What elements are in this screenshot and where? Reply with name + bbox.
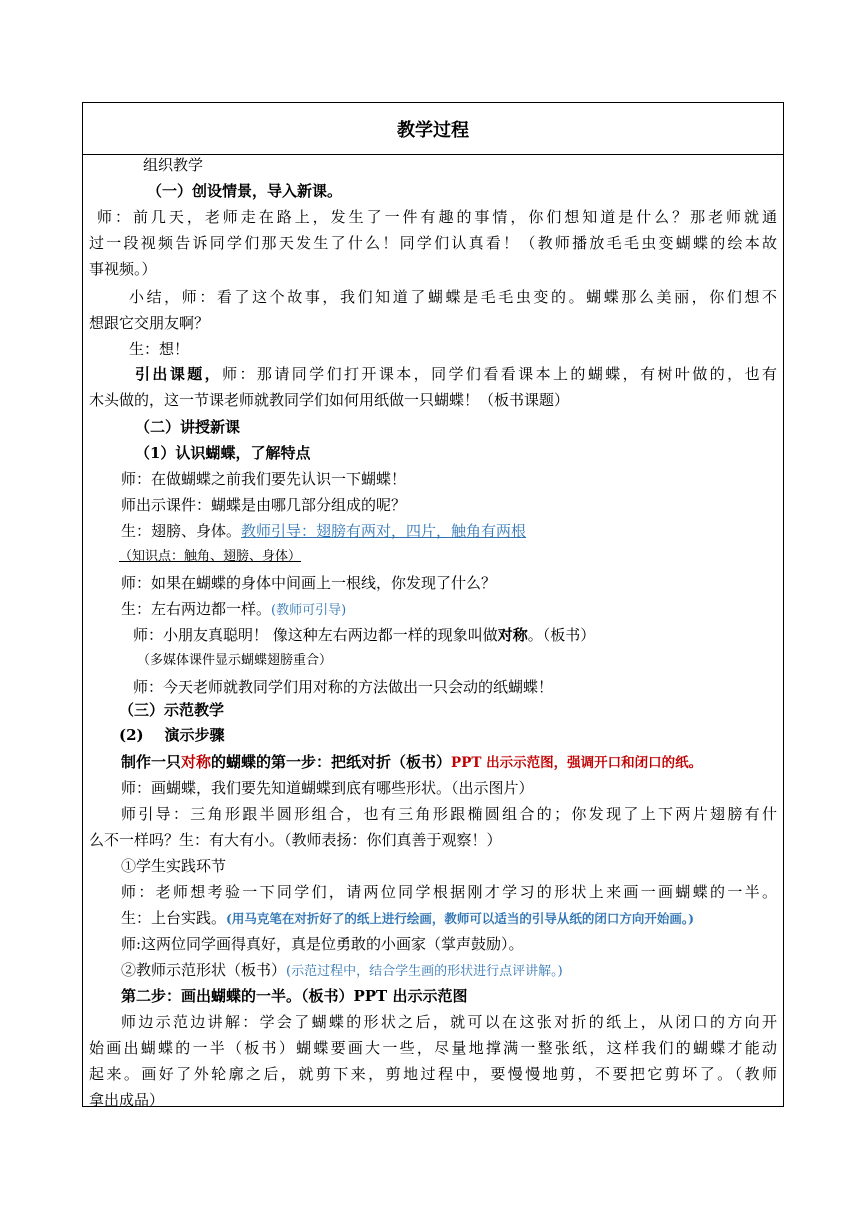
text-line: 始画出蝴蝶的一半（板书）蝴蝶要画大一些，尽量地撑满一整张纸，这样我们的蝴蝶才能动 <box>89 1039 777 1057</box>
text-line: 师:这两位同学画得真好，真是位勇敢的小画家（掌声鼓励）。 <box>121 935 524 953</box>
text-line: 起来。画好了外轮廓之后，就剪下来，剪地过程中，要慢慢地剪，不要把它剪坏了。（教师 <box>89 1065 777 1083</box>
ppt-note: PPT 出示示范图，强调开口和闭口的纸。 <box>451 755 703 771</box>
text-line: 小结，师：看了这个故事，我们知道了蝴蝶是毛毛虫变的。蝴蝶那么美丽，你们想不 <box>129 288 777 306</box>
text-line: 师：在做蝴蝶之前我们要先认识一下蝴蝶！ <box>121 470 407 488</box>
text-line: 师：老师想考验一下同学们，请两位同学根据刚才学习的形状上来画一画蝴蝶的一半。 <box>121 883 777 901</box>
text-line: 过一段视频告诉同学们那天发生了什么！同学们认真看！（教师播放毛毛虫变蝴蝶的绘本故 <box>89 234 777 252</box>
teacher-guide-note: (教师可引导) <box>271 603 347 618</box>
text-line: 么不一样吗？生：有大有小。（教师表扬：你们真善于观察！） <box>89 831 502 849</box>
text-line: 师边示范边讲解：学会了蝴蝶的形状之后，就可以在这张对折的纸上，从闭口的方向开 <box>121 1013 777 1031</box>
text-line: 师出示课件：蝴蝶是由哪几部分组成的呢？ <box>121 496 407 514</box>
section-heading: (2) 演示步骤 <box>119 726 225 744</box>
section-heading: （二）讲授新课 <box>135 418 241 436</box>
text-line: 生：翅膀、身体。教师引导：翅膀有两对，四片，触角有两根 <box>121 522 527 540</box>
section-heading: （一）创设情景，导入新课。 <box>147 182 343 200</box>
text-line: 引出课题，师：那请同学们打开课本，同学们看看课本上的蝴蝶，有树叶做的，也有 <box>135 365 777 383</box>
text-line: 师：前几天，老师走在路上，发生了一件有趣的事情，你们想知道是什么？那老师就通 <box>97 208 777 226</box>
table-title: 教学过程 <box>397 119 469 141</box>
text-line: 组织教学 <box>143 156 204 174</box>
text-line: 师：如果在蝴蝶的身体中间画上一根线，你发现了什么？ <box>121 574 497 592</box>
text-line: 制作一只对称的蝴蝶的第一步：把纸对折（板书）PPT 出示示范图，强调开口和闭口的纸。 <box>121 753 703 771</box>
text-line: （多媒体课件显示蝴蝶翅膀重合） <box>137 653 333 668</box>
text-line: 师：小朋友真聪明！ 像这种左右两边都一样的现象叫做对称。（板书） <box>133 626 596 644</box>
text-line: 师：今天老师就教同学们用对称的方法做出一只会动的纸蝴蝶！ <box>133 678 554 696</box>
text-line: 师：画蝴蝶，我们要先知道蝴蝶到底有哪些形状。（出示图片） <box>121 779 534 797</box>
text-line: 事视频。） <box>89 260 157 278</box>
section-heading: （三）示范教学 <box>119 701 225 719</box>
text-line: ①学生实践环节 <box>121 857 227 875</box>
teacher-guide-note: (用马克笔在对折好了的纸上进行绘画，教师可以适当的引导从纸的闭口方向开始画。) <box>226 911 695 926</box>
knowledge-point: （知识点：触角、翅膀、身体） <box>119 549 302 564</box>
text-line: 师引导：三角形跟半圆形组合，也有三角形跟椭圆组合的；你发现了上下两片翅膀有什 <box>121 805 777 823</box>
text-line: 生：左右两边都一样。(教师可引导) <box>121 600 347 618</box>
teacher-guide-note: (示范过程中，结合学生画的形状进行点评讲解。) <box>286 964 563 979</box>
text-line: ②教师示范形状（板书）(示范过程中，结合学生画的形状进行点评讲解。) <box>121 961 563 979</box>
text-line: 木头做的，这一节课老师就教同学们如何用纸做一只蝴蝶！（板书课题） <box>89 391 570 409</box>
section-heading: 第二步：画出蝴蝶的一半。（板书）PPT 出示示范图 <box>121 987 468 1005</box>
lesson-table <box>82 102 784 1107</box>
section-heading: （1）认识蝴蝶，了解特点 <box>135 444 311 462</box>
text-line: 拿出成品） <box>89 1091 165 1109</box>
teacher-guide-note: 教师引导：翅膀有两对，四片，触角有两根 <box>241 522 527 540</box>
text-line: 生：上台实践。(用马克笔在对折好了的纸上进行绘画，教师可以适当的引导从纸的闭口方向开始画。) <box>121 909 695 927</box>
text-line: 生：想！ <box>129 340 190 358</box>
text-line: 想跟它交朋友啊？ <box>89 314 210 332</box>
table-header <box>83 103 783 155</box>
